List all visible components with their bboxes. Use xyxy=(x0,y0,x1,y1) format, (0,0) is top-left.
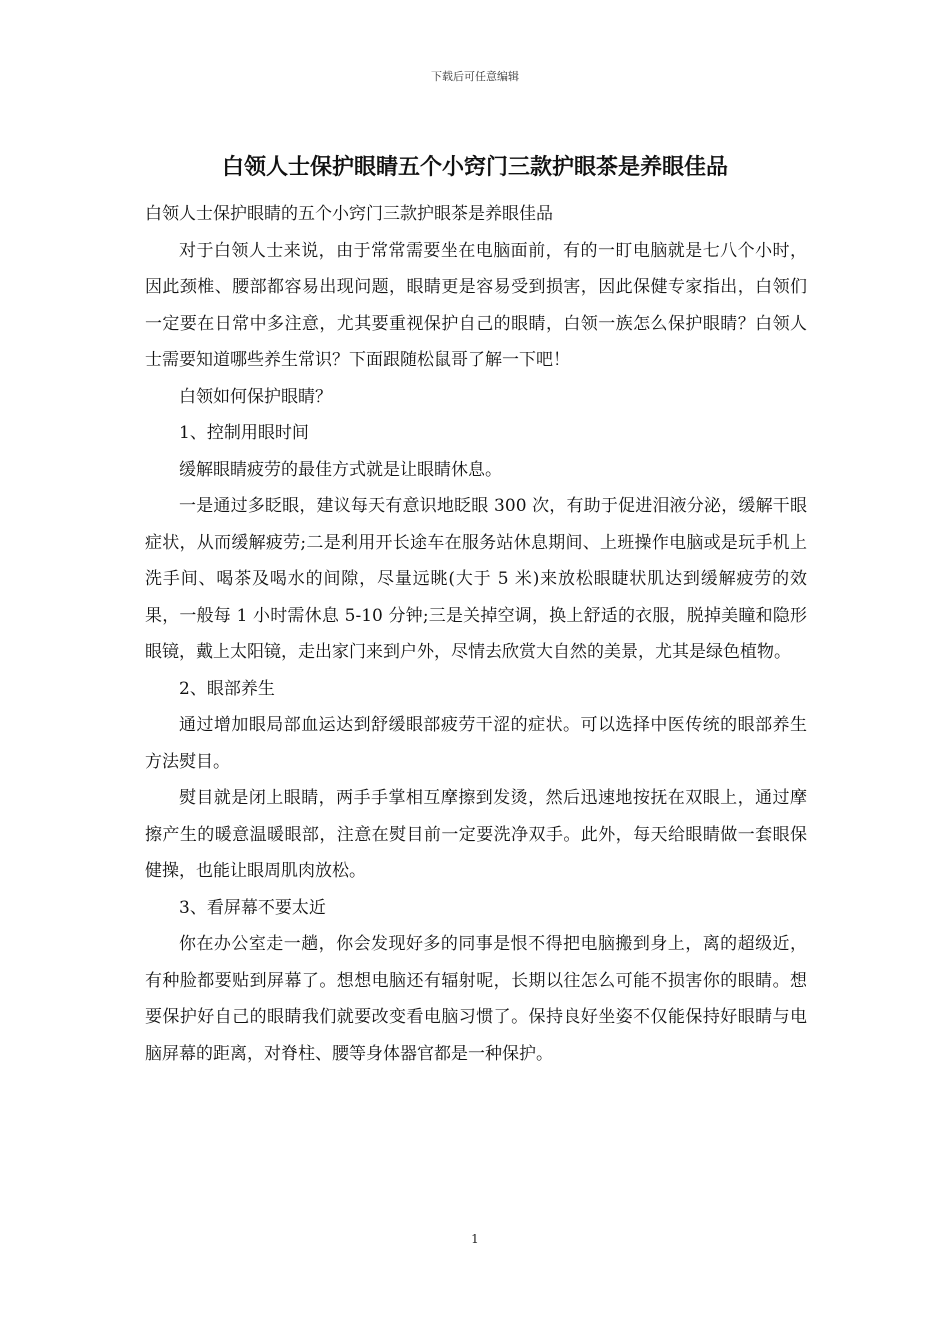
paragraph: 一是通过多眨眼，建议每天有意识地眨眼 300 次，有助于促进泪液分泌，缓解干眼症状，从而缓解疲劳;二是利用开长途车在服务站休息期间、上班操作电脑或是玩手机上洗手间、喝茶及喝水的间隙，尽量远眺(大于 5 米)来放松眼睫状肌达到缓解疲劳的效果，一般每 1 小时需休息 5-10 分钟;三是关掉空调，换上舒适的衣服，脱掉美瞳和隐形眼镜，戴上太阳镜，走出家门来到户外，尽情去欣赏大自然的美景，尤其是绿色植物。 xyxy=(145,496,807,662)
section-heading-2: 2、眼部养生 xyxy=(179,678,275,699)
document-title: 白领人士保护眼睛五个小窍门三款护眼茶是养眼佳品 xyxy=(221,154,728,180)
paragraph: 你在办公室走一趟，你会发现好多的同事是恨不得把电脑搬到身上，离的超级近，有种脸都要贴到屏幕了。想想电脑还有辐射呢，长期以往怎么可能不损害你的眼睛。想要保护好自己的眼睛我们就要改变看电脑习惯了。保持良好坐姿不仅能保持好眼睛与电脑屏幕的距离，对脊柱、腰等身体器官都是一种保护。 xyxy=(145,934,807,1064)
header-note: 下载后可任意编辑 xyxy=(431,70,519,83)
intro-paragraph: 对于白领人士来说，由于常常需要坐在电脑面前，有的一盯电脑就是七八个小时，因此颈椎、腰部都容易出现问题，眼睛更是容易受到损害，因此保健专家指出，白领们一定要在日常中多注意，尤其要重视保护自己的眼睛，白领一族怎么保护眼睛？白领人士需要知道哪些养生常识？下面跟随松鼠哥了解一下吧！ xyxy=(145,240,807,370)
document-body xyxy=(145,196,807,1072)
paragraph: 缓解眼睛疲劳的最佳方式就是让眼睛休息。 xyxy=(179,459,502,480)
section-heading-1: 1、控制用眼时间 xyxy=(179,423,309,443)
paragraph: 通过增加眼局部血运达到舒缓眼部疲劳干涩的症状。可以选择中医传统的眼部养生方法熨目。 xyxy=(145,715,807,772)
page-number: 1 xyxy=(471,1232,479,1246)
section-question: 白领如何保护眼睛？ xyxy=(179,386,332,407)
subtitle-paragraph: 白领人士保护眼睛的五个小窍门三款护眼茶是养眼佳品 xyxy=(145,204,553,224)
section-heading-3: 3、看屏幕不要太近 xyxy=(179,897,326,918)
paragraph: 熨目就是闭上眼睛，两手手掌相互摩擦到发烫，然后迅速地按抚在双眼上，通过摩擦产生的暖意温暖眼部，注意在熨目前一定要洗净双手。此外，每天给眼睛做一套眼保健操，也能让眼周肌肉放松。 xyxy=(145,788,807,881)
